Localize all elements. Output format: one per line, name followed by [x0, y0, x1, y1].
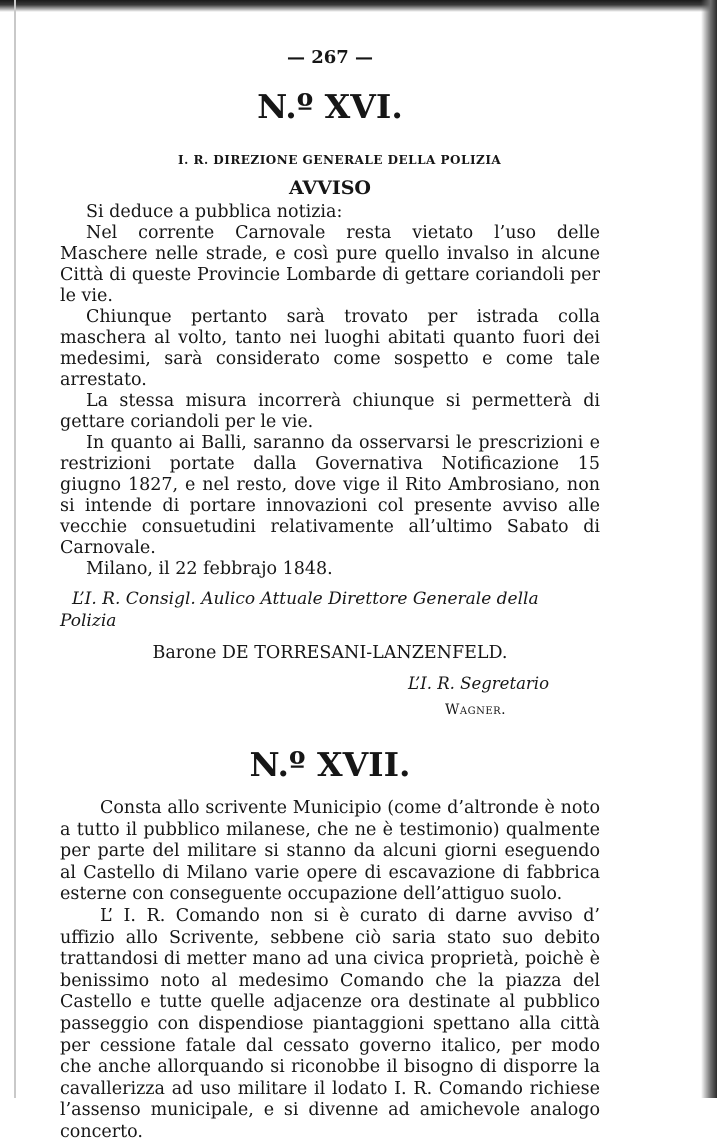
page-gutter-line: [14, 0, 16, 1098]
book-page: [60, 38, 600, 1144]
document-xvi: [60, 84, 600, 720]
document-number-xvi: N.º XVI.: [257, 87, 403, 126]
secretary-title: L’I. R. Segretario: [408, 674, 550, 693]
signatory-name: Barone DE TORRESANI-LANZENFELD.: [152, 643, 508, 663]
body-paragraph: Consta allo scrivente Municipio (come d’altronde è noto a tutto il pubblico milanese, che ne è testimonio) qualmente per parte del militare si stanno da alcuni giorni eseguendo al Castello di Milano varie opere di escavazione di fabbrica esterne con conseguente occupazione dell’attiguo suolo.: [60, 798, 600, 905]
document-xvii: [60, 742, 600, 1144]
notice-paragraph: Si deduce a pubblica notizia:: [86, 202, 343, 222]
signatory-title: L’I. R. Consigl. Aulico Attuale Direttore Generale della Polizia: [60, 589, 539, 631]
scan-right-edge: [701, 0, 717, 1098]
secretary-name: Wagner.: [445, 702, 507, 718]
notice-paragraph: Chiunque pertanto sarà trovato per istrada colla maschera al volto, tanto nei luoghi abitati quanto fuori dei medesimi, sarà considerato come sospetto e come tale arrestato.: [60, 307, 600, 390]
notice-paragraph: La stessa misura incorrerà chiunque si permetterà di gettare coriandoli per le vie.: [60, 391, 600, 432]
scan-top-edge: [0, 0, 717, 12]
notice-date: Milano, il 22 febbrajo 1848.: [86, 559, 333, 579]
document-number-xvii: N.º XVII.: [249, 745, 411, 784]
body-paragraph: L’ I. R. Comando non si è curato di darne avviso d’ uffizio allo Scrivente, sebbene ciò saria stato suo debito trattandosi di metter mano ad una civica proprietà, poichè è benissimo noto al medesimo Comando che la piazza del Castello e tutte quelle adjacenze ora destinate al pubblico passeggio con dispendiose piantaggioni spettano alla città per cessione fatale dal cessato governo italico, per modo che anche allorquando si riconobbe il bisogno di disporre la cavallerizza ad uso militare il lodato I. R. Comando richiese l’assenso municipale, e si divenne ad amichevole analogo concerto.: [60, 905, 600, 1142]
notice-heading: AVVISO: [288, 177, 371, 199]
notice-paragraph: In quanto ai Balli, saranno da osservarsi le prescrizioni e restrizioni portate dalla Governativa Notificazione 15 giugno 1827, e nel resto, dove vige il Rito Ambrosiano, non si intende di portare innovazioni col presente avviso alle vecchie consuetudini relativamente all’ultimo Sabato di Carnovale.: [60, 433, 600, 558]
notice-paragraph: Nel corrente Carnovale resta vietato l’uso delle Maschere nelle strade, e così pure quello invalso in alcune Città di queste Provincie Lombarde di gettare coriandoli per le vie.: [60, 223, 600, 306]
issuing-authority: I. R. DIREZIONE GENERALE DELLA POLIZIA: [178, 153, 502, 167]
page-number: — 267 —: [286, 47, 374, 68]
